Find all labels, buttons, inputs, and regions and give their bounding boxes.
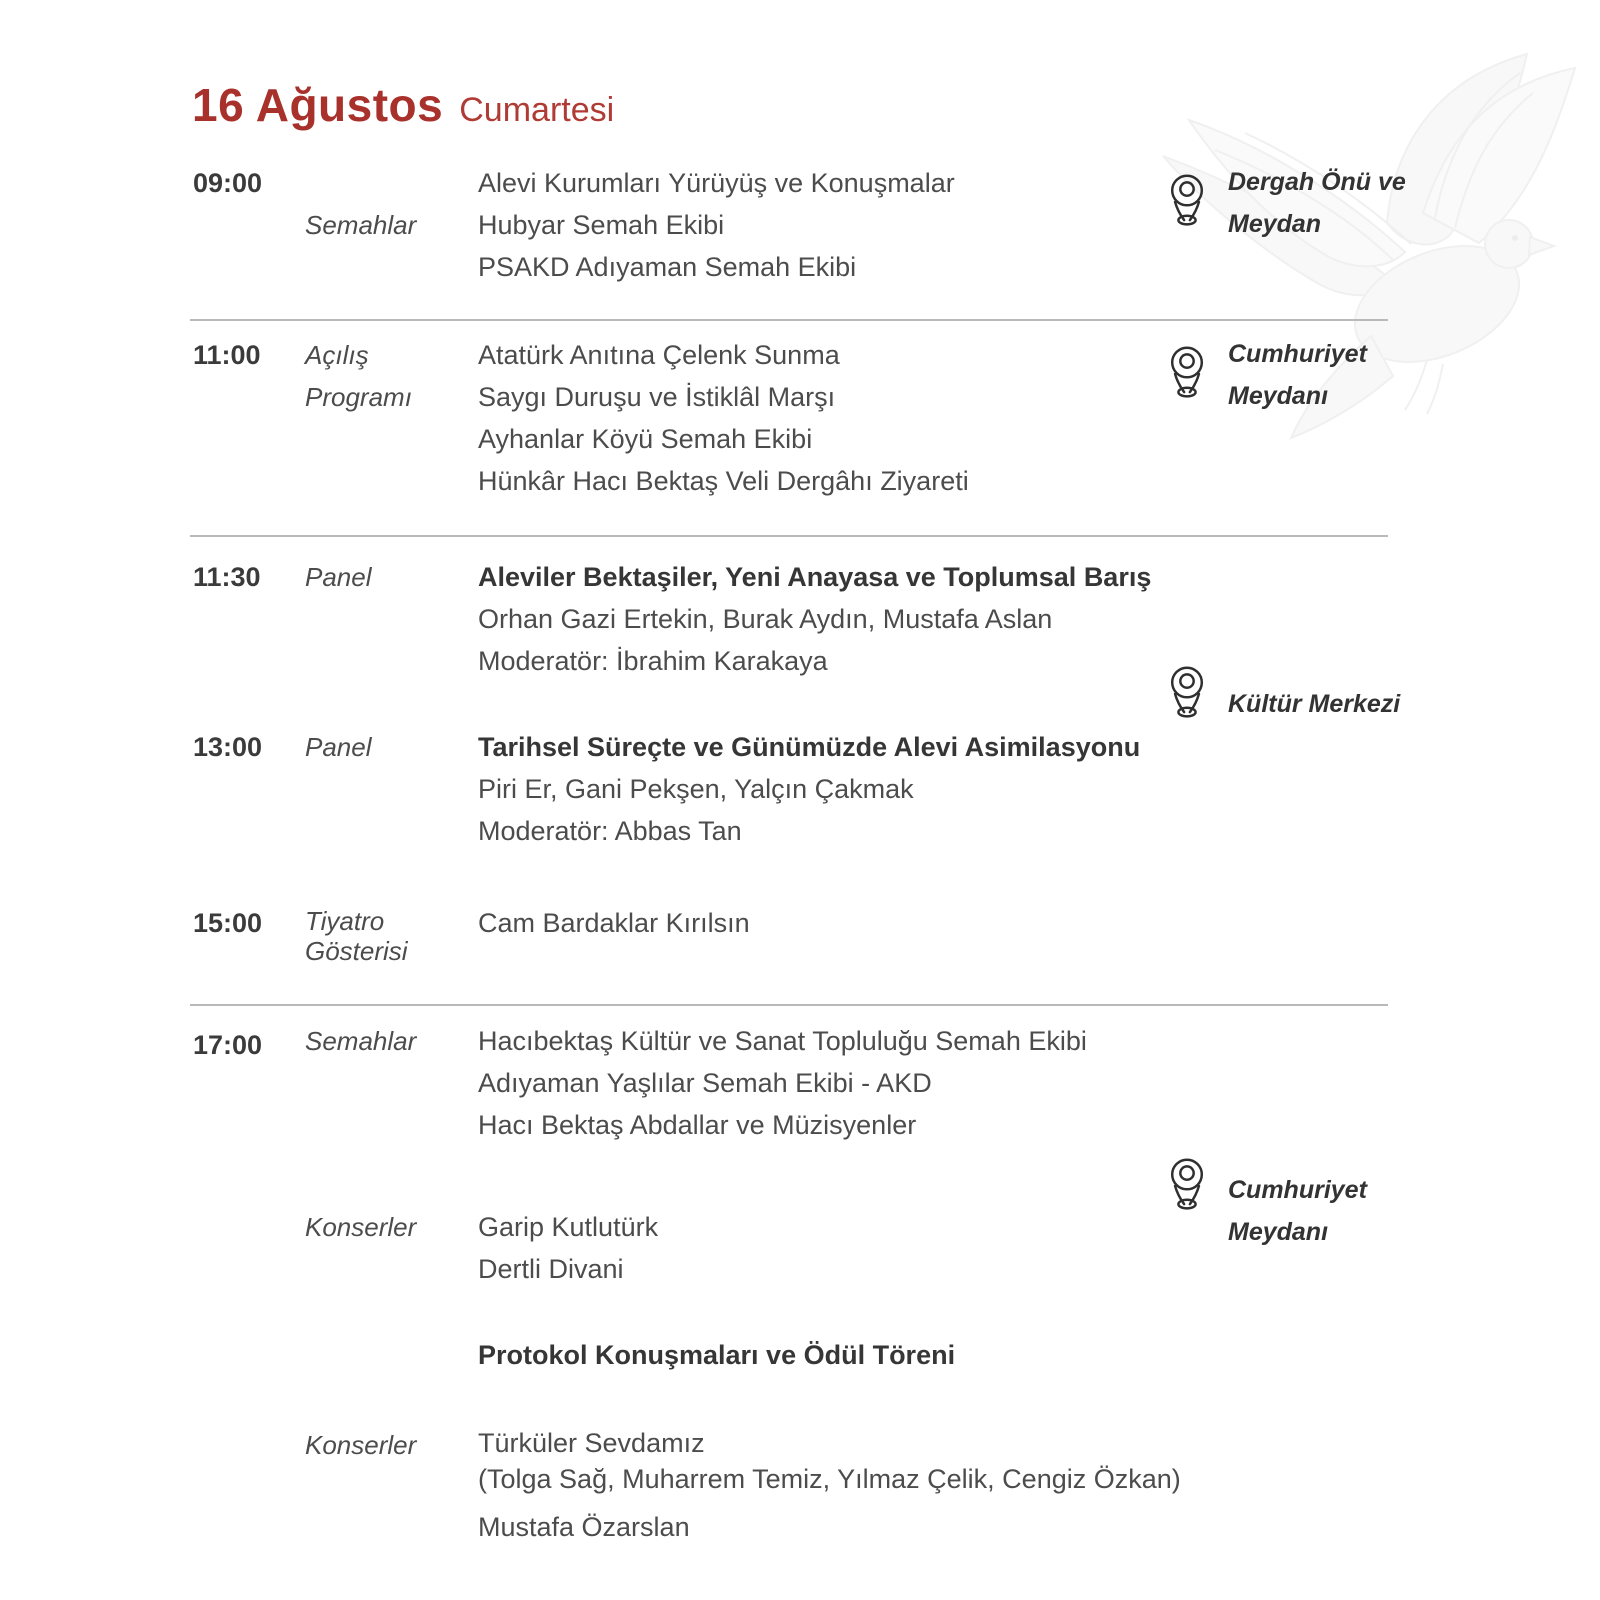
row-category: Panel (305, 732, 372, 762)
event-line: Saygı Duruşu ve İstiklâl Marşı (478, 382, 836, 412)
map-pin-icon (1166, 344, 1208, 402)
row-category: Konserler (305, 1430, 417, 1460)
event-title: Tarihsel Süreçte ve Günümüzde Alevi Asimilasyonu (478, 732, 1141, 762)
event-line: (Tolga Sağ, Muharrem Temiz, Yılmaz Çelik, Cengiz Özkan) (478, 1464, 1181, 1494)
event-line: Piri Er, Gani Pekşen, Yalçın Çakmak (478, 774, 914, 804)
event-line: Hünkâr Hacı Bektaş Veli Dergâhı Ziyareti (478, 466, 969, 496)
location-line: Cumhuriyet (1228, 340, 1367, 368)
event-line: Adıyaman Yaşlılar Semah Ekibi - AKD (478, 1068, 932, 1098)
location-line: Meydan (1228, 210, 1322, 238)
location-line: Dergah Önü ve (1228, 168, 1406, 196)
event-title: Aleviler Bektaşiler, Yeni Anayasa ve Toplumsal Barış (478, 562, 1152, 592)
map-pin-icon (1166, 664, 1208, 722)
row-time: 11:30 (193, 562, 261, 592)
section-divider (190, 535, 1388, 537)
row-time: 09:00 (193, 168, 263, 198)
event-line: Mustafa Özarslan (478, 1512, 690, 1542)
event-line: Türküler Sevdamız (478, 1428, 705, 1458)
row-category: Semahlar (305, 210, 417, 240)
title-date: 16 Ağustos (192, 79, 444, 131)
title-day: Cumartesi (459, 91, 615, 129)
event-line: Ayhanlar Köyü Semah Ekibi (478, 424, 813, 454)
row-category: Gösterisi (305, 936, 408, 966)
row-time: 15:00 (193, 908, 263, 938)
event-line: PSAKD Adıyaman Semah Ekibi (478, 252, 857, 282)
row-category: Konserler (305, 1212, 417, 1242)
location-line: Cumhuriyet (1228, 1176, 1367, 1204)
event-title: Protokol Konuşmaları ve Ödül Töreni (478, 1340, 956, 1370)
event-line: Orhan Gazi Ertekin, Burak Aydın, Mustafa Aslan (478, 604, 1053, 634)
section-divider (190, 319, 1388, 321)
map-pin-icon (1166, 172, 1208, 230)
event-line: Dertli Divani (478, 1254, 624, 1284)
row-category: Açılış (305, 340, 369, 370)
event-line: Hacıbektaş Kültür ve Sanat Topluluğu Semah Ekibi (478, 1026, 1087, 1056)
row-category: Panel (305, 562, 372, 592)
location-line: Meydanı (1228, 1218, 1329, 1246)
event-line: Moderatör: İbrahim Karakaya (478, 646, 828, 676)
location-line: Meydanı (1228, 382, 1329, 410)
event-line: Atatürk Anıtına Çelenk Sunma (478, 340, 840, 370)
map-pin-icon (1166, 1156, 1208, 1214)
row-time: 11:00 (193, 340, 261, 370)
event-line: Garip Kutlutürk (478, 1212, 659, 1242)
row-time: 17:00 (193, 1030, 263, 1060)
event-line: Cam Bardaklar Kırılsın (478, 908, 750, 938)
event-line: Hubyar Semah Ekibi (478, 210, 725, 240)
location-line: Kültür Merkezi (1228, 690, 1401, 718)
event-line: Alevi Kurumları Yürüyüş ve Konuşmalar (478, 168, 955, 198)
dove-watermark-image (1135, 38, 1600, 468)
row-category: Semahlar (305, 1026, 417, 1056)
event-line: Hacı Bektaş Abdallar ve Müzisyenler (478, 1110, 917, 1140)
row-category: Tiyatro (305, 906, 385, 936)
page-title (192, 78, 614, 132)
row-time: 13:00 (193, 732, 263, 762)
row-category: Programı (305, 382, 412, 412)
event-line: Moderatör: Abbas Tan (478, 816, 742, 846)
section-divider (190, 1004, 1388, 1006)
